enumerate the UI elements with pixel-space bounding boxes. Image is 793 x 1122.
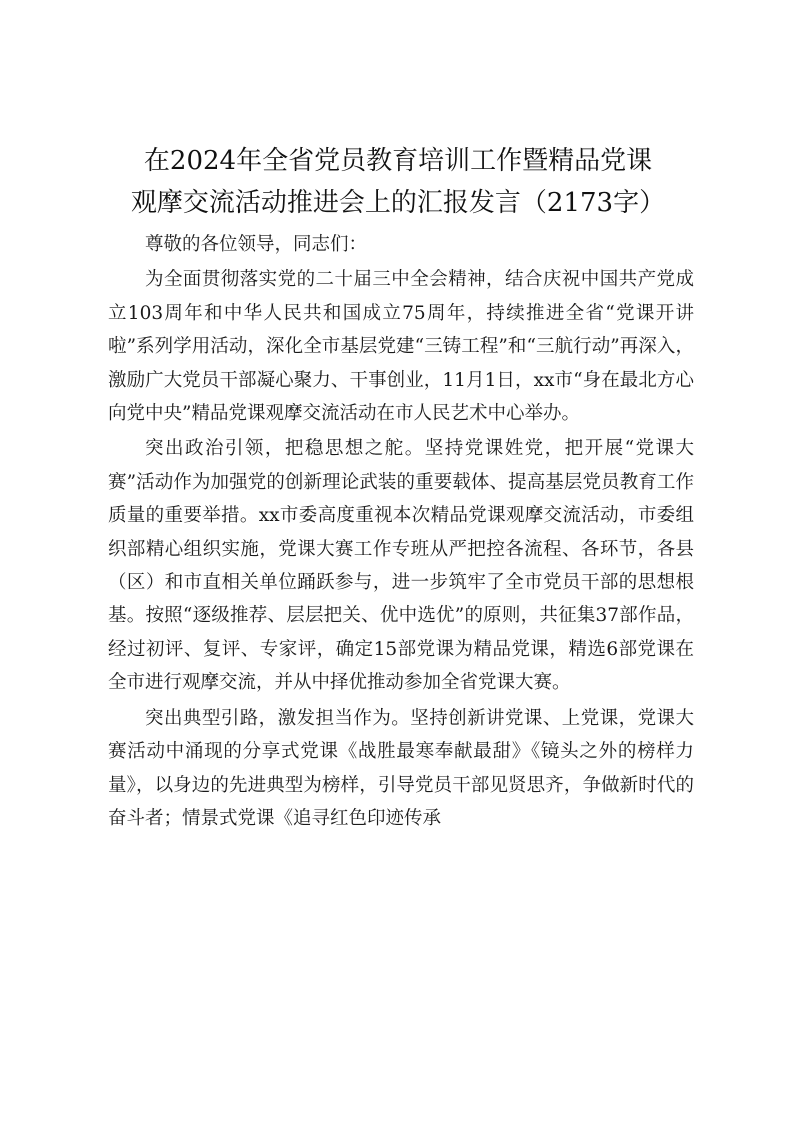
paragraph-3: 突出典型引路，激发担当作为。坚持创新讲党课、上党课，党课大赛活动中涌现的分享式党课《战胜最寒奉献最甜》《镜头之外的榜样力量》，以身边的先进典型为榜样，引导党员干部见贤思齐，争做新时代的奋斗者；情景式党课《追寻红色印迹传承	[108, 707, 694, 829]
document-body	[108, 228, 694, 835]
document-title-line-2: 观摩交流活动推进会上的汇报发言（2173字）	[130, 188, 666, 218]
paragraph-1: 为全面贯彻落实党的二十届三中全会精神，结合庆祝中国共产党成立103周年和中华人民共和国成立75周年，持续推进全省“党课开讲啦”系列学用活动，深化全市基层党建“三铸工程”和“三航行动”再深入，激励广大党员干部凝心聚力、干事创业，11月1日，xx市“身在最北方心向党中央”精品党课观摩交流活动在市人民艺术中心举办。	[108, 269, 694, 425]
document-title-line-1: 在2024年全省党员教育培训工作暨精品党课	[143, 146, 653, 176]
paragraph-2: 突出政治引领，把稳思想之舵。坚持党课姓党，把开展“党课大赛”活动作为加强党的创新理论武装的重要载体、提高基层党员教育工作质量的重要举措。xx市委高度重视本次精品党课观摩交流活动，市委组织部精心组织实施，党课大赛工作专班从严把控各流程、各环节，各县（区）和市直相关单位踊跃参与，进一步筑牢了全市党员干部的思想根基。按照“逐级推荐、层层把关、优中选优”的原则，共征集37部作品，经过初评、复评、专家评，确定15部党课为精品党课，精选6部党课在全市进行观摩交流，并从中择优推动参加全省党课大赛。	[108, 438, 694, 694]
salutation: 尊敬的各位领导，同志们：	[145, 234, 368, 255]
